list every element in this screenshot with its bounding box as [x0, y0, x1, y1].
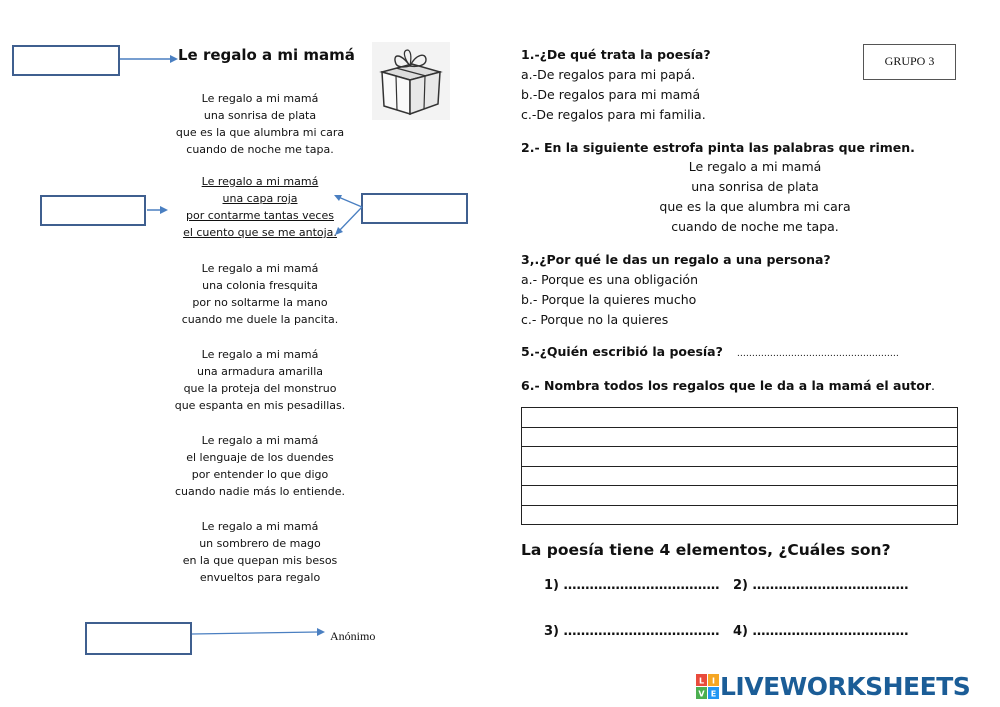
stanza-line: Le regalo a mi mamá [201, 520, 319, 533]
arrow-to-title [120, 52, 180, 66]
rhyme-line[interactable]: cuando de noche me tapa. [671, 219, 839, 234]
question-6-title: 6.- Nombra todos los regalos que le da a la mamá el autor [521, 378, 932, 393]
stanza-line: que la proteja del monstruo [183, 382, 337, 395]
answer-row[interactable] [522, 467, 957, 487]
liveworksheets-logo-icon [696, 674, 720, 700]
stanza-line: una sonrisa de plata [203, 109, 317, 122]
stanza-line: el lenguaje de los duendes [186, 451, 334, 464]
answer-row[interactable] [522, 486, 957, 506]
poem-stanza-5 [150, 432, 370, 500]
question-2-stanza [600, 157, 910, 237]
answer-row[interactable] [522, 408, 957, 428]
answer-box-stanza[interactable] [40, 195, 146, 226]
poem-author: Anónimo [330, 629, 376, 643]
stanza-line: cuando de noche me tapa. [186, 143, 334, 156]
poem-stanza-3 [150, 260, 370, 328]
poem-title: Le regalo a mi mamá [178, 46, 355, 64]
rhyme-line[interactable]: que es la que alumbra mi cara [659, 199, 851, 214]
group-label: GRUPO 3 [863, 44, 956, 80]
stanza-line: en la que quepan mis besos [182, 554, 338, 567]
elements-question-title: La poesía tiene 4 elementos, ¿Cuáles son? [521, 541, 891, 559]
element-answer-2[interactable]: 2) ……………………………… [733, 578, 909, 593]
logo-letter-i: I [712, 676, 715, 685]
question-6 [521, 376, 935, 396]
logo-letter-l: L [698, 676, 705, 685]
question-2-title: 2.- En la siguiente estrofa pinta las palabras que rimen. [521, 140, 915, 155]
stanza-line: por entender lo que digo [191, 468, 329, 481]
stanza-line: Le regalo a mi mamá [201, 348, 319, 361]
rhyme-line[interactable]: una sonrisa de plata [691, 179, 819, 194]
arrow-to-author [192, 625, 328, 639]
question-1-option-c[interactable]: c.-De regalos para mi familia. [521, 107, 706, 122]
answer-box-title[interactable] [12, 45, 120, 76]
question-3-option-c[interactable]: c.- Porque no la quieres [521, 312, 669, 327]
liveworksheets-logo [696, 672, 970, 701]
answer-box-author[interactable] [85, 622, 192, 655]
liveworksheets-brand-text: LIVEWORKSHEETS [720, 672, 971, 701]
question-1-title: 1.-¿De qué trata la poesía? [521, 47, 711, 62]
question-5 [521, 342, 899, 364]
arrow-to-stanza [147, 203, 169, 217]
poem-stanza-1 [150, 90, 370, 158]
rhyme-line[interactable]: Le regalo a mi mamá [688, 159, 822, 174]
stanza-line: una armadura amarilla [196, 365, 324, 378]
stanza-line: el cuento que se me antoja. [183, 226, 337, 239]
element-answer-4[interactable]: 4) ……………………………… [733, 624, 909, 639]
element-answer-3[interactable]: 3) ……………………………… [544, 624, 720, 639]
answer-row[interactable] [522, 447, 957, 467]
question-1-option-b[interactable]: b.-De regalos para mi mamá [521, 87, 701, 102]
question-3-title: 3,.¿Por qué le das un regalo a una persona? [521, 252, 831, 267]
stanza-line: por contarme tantas veces [186, 209, 334, 222]
question-3-option-a[interactable]: a.- Porque es una obligación [521, 272, 698, 287]
stanza-line: cuando me duele la pancita. [181, 313, 339, 326]
stanza-line: un sombrero de mago [199, 537, 321, 550]
stanza-line: Le regalo a mi mamá [201, 175, 319, 188]
stanza-line: Le regalo a mi mamá [201, 262, 319, 275]
stanza-line: Le regalo a mi mamá [201, 92, 319, 105]
gifts-answer-table[interactable] [521, 407, 958, 525]
question-1-option-a[interactable]: a.-De regalos para mi papá. [521, 67, 696, 82]
logo-letter-v: V [698, 689, 705, 698]
stanza-line: por no soltarme la mano [192, 296, 328, 309]
poem-stanza-6 [150, 518, 370, 586]
question-5-title: 5.-¿Quién escribió la poesía? [521, 344, 723, 359]
answer-row[interactable] [522, 506, 957, 526]
question-1 [521, 45, 711, 125]
answer-row[interactable] [522, 428, 957, 448]
stanza-line: una colonia fresquita [202, 279, 318, 292]
question-2 [521, 138, 915, 158]
stanza-line: que es la que alumbra mi cara [175, 126, 345, 139]
question-3 [521, 250, 831, 330]
question-6-period: . [931, 378, 936, 393]
stanza-line: una capa roja [222, 192, 298, 205]
poem-stanza-4 [150, 346, 370, 414]
element-answer-1[interactable]: 1) ……………………………… [544, 578, 720, 593]
stanza-line: Le regalo a mi mamá [201, 434, 319, 447]
stanza-line: cuando nadie más lo entiende. [174, 485, 346, 498]
stanza-line: que espanta en mis pesadillas. [174, 399, 346, 412]
gift-box-icon [372, 42, 450, 120]
arrow-to-verses [330, 190, 364, 240]
question-3-option-b[interactable]: b.- Porque la quieres mucho [521, 292, 697, 307]
answer-box-verses[interactable] [361, 193, 468, 224]
stanza-line: envueltos para regalo [199, 571, 321, 584]
question-5-answer-line[interactable]: ……………………………………………… [736, 349, 899, 359]
logo-letter-e: E [710, 689, 717, 698]
